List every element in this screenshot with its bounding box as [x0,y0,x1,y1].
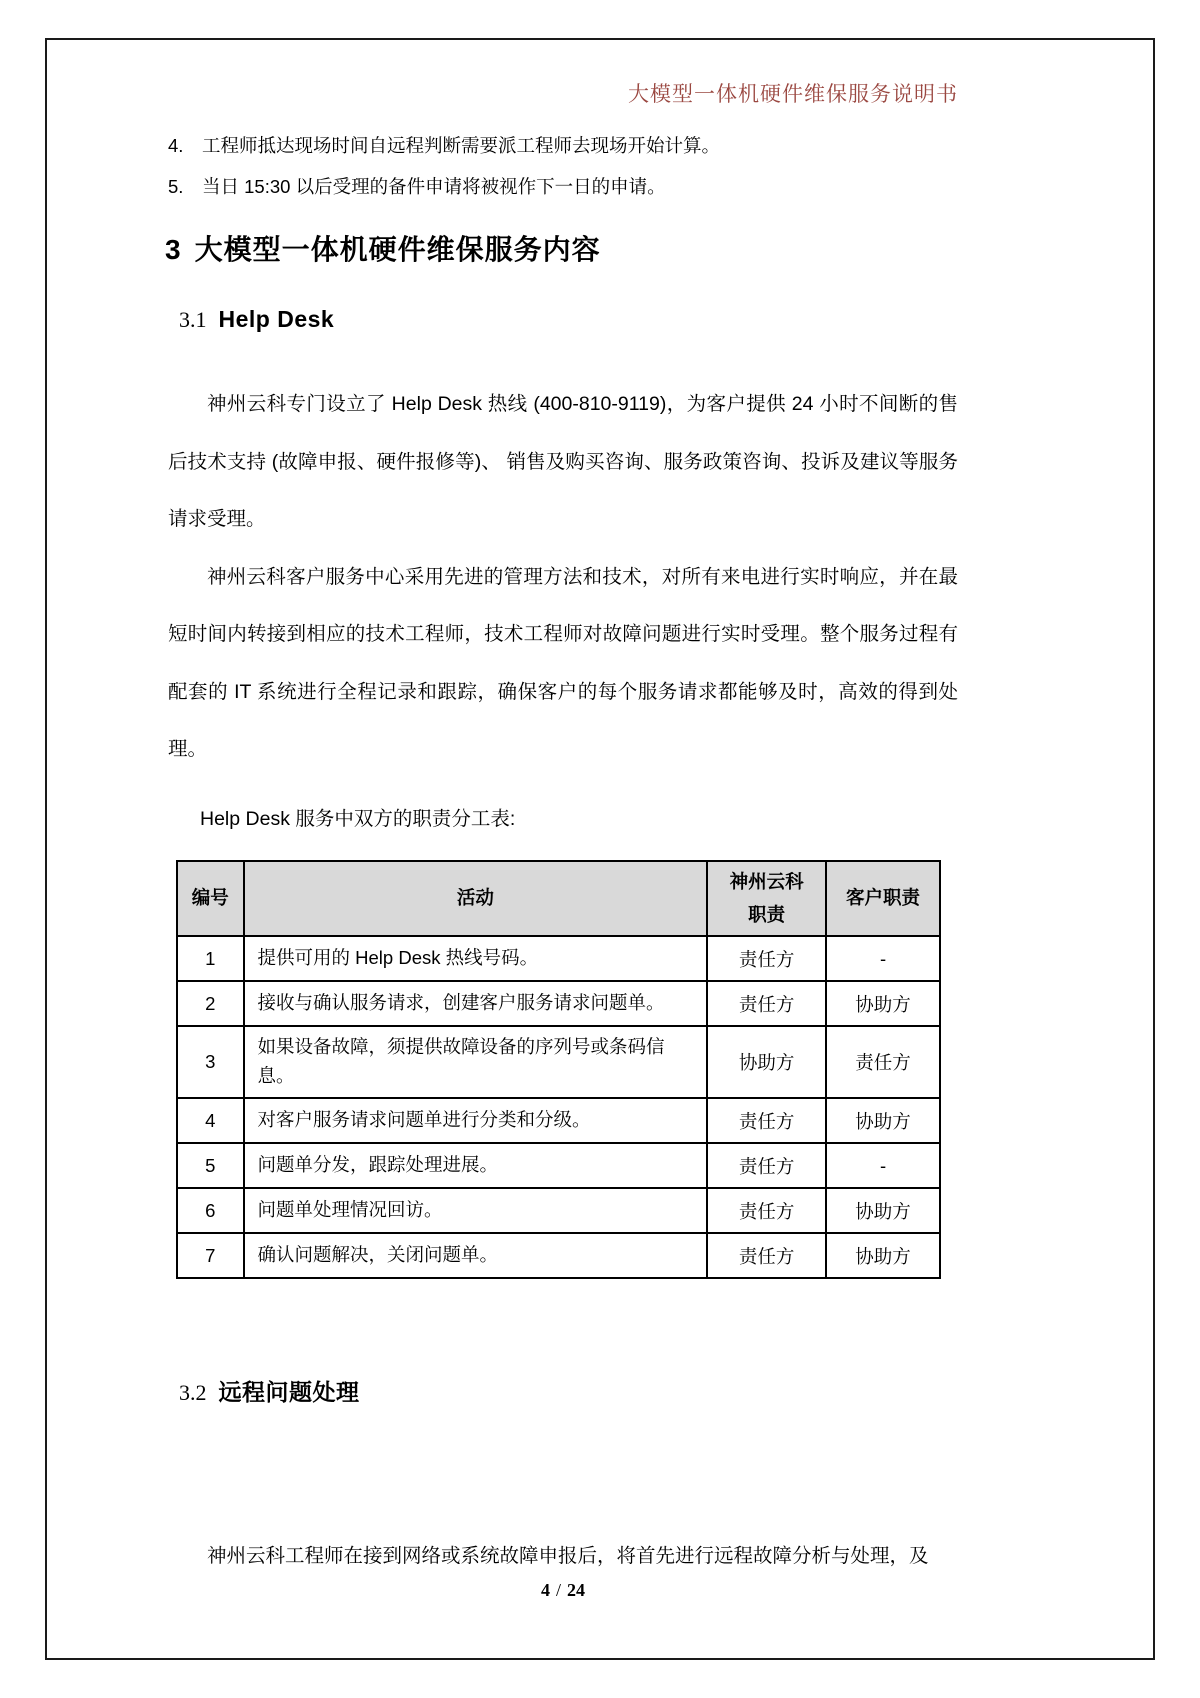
section-title: 大模型一体机硬件维保服务内容 [194,234,601,265]
cell-vendor: 责任方 [707,981,826,1026]
column-header-vendor [707,861,826,936]
cell-vendor: 责任方 [707,936,826,981]
column-header-customer: 客户职责 [826,861,940,936]
cell-no: 4 [177,1098,244,1143]
cell-customer: 协助方 [826,981,940,1026]
subsection-title: Help Desk [218,306,335,332]
section-heading-3 [165,228,985,268]
subsection-heading-3-1 [179,306,999,333]
table-caption: Help Desk 服务中双方的职责分工表: [200,808,516,830]
cell-customer: - [826,1143,940,1188]
table-row [177,1233,940,1278]
subsection-heading-3-2 [179,1374,999,1407]
paragraph-helpdesk-2: 神州云科客户服务中心采用先进的管理方法和技术，对所有来电进行实时响应，并在最短时间内转接到相应的技术工程师，技术工程师对故障问题进行实时受理。整个服务过程有配套的 IT 系统进行全程记录和跟踪，确保客户的每个服务请求都能够及时，高效的得到处理。 [168,565,958,760]
list-item [168,134,968,158]
page-number-separator: / [555,1580,561,1600]
column-header-no: 编号 [177,861,244,936]
cell-activity: 确认问题解决，关闭问题单。 [244,1233,708,1278]
cell-vendor: 责任方 [707,1098,826,1143]
cell-activity: 提供可用的 Help Desk 热线号码。 [244,936,708,981]
cell-activity: 如果设备故障，须提供故障设备的序列号或条码信息。 [244,1026,708,1098]
table-row [177,1188,940,1233]
paragraph-helpdesk-1: 神州云科专门设立了 Help Desk 热线 (400-810-9119)，为客户提供 24 小时不间断的售后技术支持 (故障申报、硬件报修等)、 销售及购买咨询、服务政策咨询、投诉及建议等服务请求受理。 [168,393,958,530]
cell-vendor: 责任方 [707,1143,826,1188]
cell-customer: 责任方 [826,1026,940,1098]
subsection-number: 3.2 [179,1380,207,1405]
cell-customer: 协助方 [826,1233,940,1278]
cell-activity: 对客户服务请求问题单进行分类和分级。 [244,1098,708,1143]
section-number: 3 [165,234,182,265]
column-header-activity: 活动 [244,861,708,936]
cell-no: 1 [177,936,244,981]
helpdesk-body-text [168,376,958,779]
cell-no: 2 [177,981,244,1026]
cell-activity: 接收与确认服务请求，创建客户服务请求问题单。 [244,981,708,1026]
cell-vendor: 协助方 [707,1026,826,1098]
paragraph-remote-1: 神州云科工程师在接到网络或系统故障申报后，将首先进行远程故障分析与处理，及 [207,1545,929,1567]
table-header-row [177,861,940,936]
page-footer [168,1580,958,1601]
cell-no: 3 [177,1026,244,1098]
running-header-title: 大模型一体机硬件维保服务说明书 [628,82,958,106]
list-item-text: 工程师抵达现场时间自远程判断需要派工程师去现场开始计算。 [202,135,721,156]
cell-vendor: 责任方 [707,1188,826,1233]
current-page-number: 4 [540,1580,550,1600]
responsibility-table [176,860,941,1279]
cell-no: 6 [177,1188,244,1233]
list-item-marker: 4. [168,135,184,156]
remote-body-text [168,1528,958,1586]
cell-no: 5 [177,1143,244,1188]
subsection-title: 远程问题处理 [218,1379,360,1405]
column-header-vendor-line1: 神州云科 [729,871,804,893]
cell-vendor: 责任方 [707,1233,826,1278]
table-row [177,981,940,1026]
cell-customer: 协助方 [826,1188,940,1233]
table-row [177,936,940,981]
cell-activity: 问题单分发，跟踪处理进展。 [244,1143,708,1188]
column-header-vendor-line2: 职责 [748,903,786,925]
list-item [168,175,968,199]
table-row [177,1143,940,1188]
subsection-number: 3.1 [179,307,207,332]
numbered-list [168,134,968,216]
list-item-text: 当日 15:30 以后受理的备件申请将被视作下一日的申请。 [202,176,666,197]
total-page-count: 24 [567,1580,585,1600]
page-border [45,38,1155,1660]
cell-no: 7 [177,1233,244,1278]
cell-customer: - [826,936,940,981]
table-row [177,1026,940,1098]
cell-customer: 协助方 [826,1098,940,1143]
cell-activity: 问题单处理情况回访。 [244,1188,708,1233]
table-row [177,1098,940,1143]
list-item-marker: 5. [168,176,184,197]
